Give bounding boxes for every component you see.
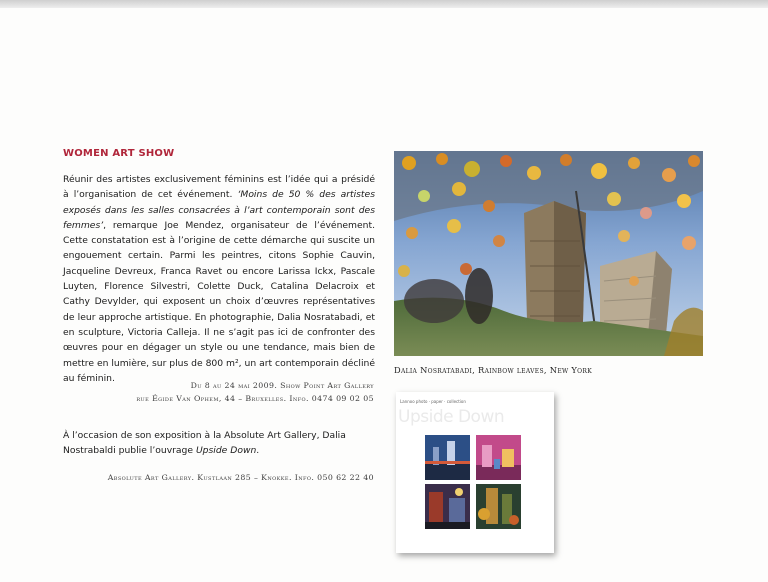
thumbnail-image: [425, 484, 470, 529]
book-brand: Lannoo photo · paper · collection: [400, 399, 466, 404]
event-address: rue Égide Van Ophem, 44 – Bruxelles. Info. 0474 09 02 05: [136, 394, 374, 403]
gallery-info: Absolute Art Gallery. Kustlaan 285 – Knokke. Info. 050 62 22 40: [107, 473, 374, 482]
book-thumbnail-1: [425, 435, 470, 480]
book-thumbnail-3: [425, 484, 470, 529]
book-cover: [396, 392, 554, 553]
thumbnail-image: [476, 435, 521, 480]
paragraph-segment: Réunir des artistes exclusivement féminins est l’idée qui a présidé à l’organisation de cet événement.: [63, 174, 375, 201]
book-title: Upside Down: [398, 407, 505, 427]
book-title-inline: Upside Down: [195, 445, 257, 457]
book-paragraph: [63, 428, 375, 459]
thumbnail-image: [476, 484, 521, 529]
paragraph-segment: À l’occasion de son exposition à la Absolute Art Gallery, Dalia Nostrabaldi publie l’ouvrage: [63, 430, 346, 457]
paragraph-quote: ‘Moins de 50 % des artistes exposés dans les salles consacrées à l’art contemporain sont des femmes’: [63, 189, 375, 231]
book-thumbnail-4: [476, 484, 521, 529]
paragraph-segment: , remarque Joe Mendez, organisateur de l’événement. Cette constatation est à l’origine de cette démarche qui suscite un engouement certain. Parmi les peintres, citons Sophie Cauvin, Jacqueline Devreux, Franca Ravet ou encore Larissa Ickx, Pascale Luyten, Florence Silvestri, Colette Duck, Catalina Delacroix et Cathy Devylder, qui exposent un choix d’œuvres représentatives de leur approche artistique. En photographie, Dalia Nosratabadi, et en sculpture, Victoria Calleja. Il ne s’agit pas ici de confronter des œuvres pour en dégager un style ou une tendance, mais bien de mettre en lumière, sur plus de 800 m², un art contemporain décliné au féminin.: [63, 219, 375, 384]
article-heading: WOMEN ART SHOW: [63, 148, 175, 159]
article-paragraph: [63, 172, 375, 386]
photo-image: [394, 151, 703, 356]
rainbow-leaves-photo: [394, 151, 703, 356]
thumbnail-image: [425, 435, 470, 480]
photo-caption: Dalia Nosratabadi, Rainbow leaves, New York: [394, 365, 593, 375]
event-dates: Du 8 au 24 mai 2009. Show Point Art Gallery: [190, 381, 374, 390]
paragraph-segment: .: [256, 445, 260, 457]
book-thumbnail-2: [476, 435, 521, 480]
